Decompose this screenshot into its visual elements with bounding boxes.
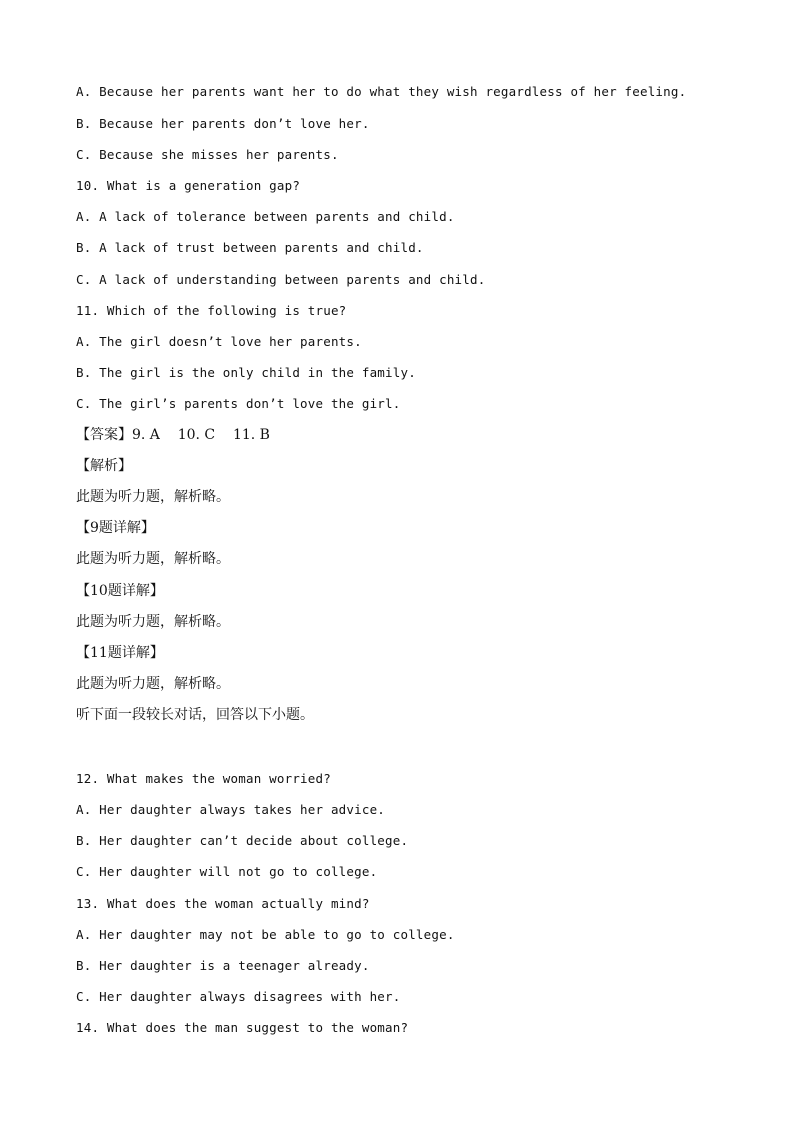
q12-question: 12. What makes the woman worried? [76, 771, 331, 786]
q9-option-b: B. Because her parents don’t love her. [76, 116, 370, 131]
listening-instruction: 听下面一段较长对话，回答以下小题。 [76, 707, 314, 723]
q14-question: 14. What does the man suggest to the woman? [76, 1020, 409, 1035]
q13-question: 13. What does the woman actually mind? [76, 896, 370, 911]
analysis-heading: 【解析】 [76, 458, 132, 474]
q9-detail-heading: 【9题详解】 [76, 520, 155, 536]
q10-question: 10. What is a generation gap? [76, 178, 301, 193]
q10-detail-text: 此题为听力题，解析略。 [76, 614, 230, 630]
q13-option-a: A. Her daughter may not be able to go to college. [76, 927, 455, 942]
q12-option-c: C. Her daughter will not go to college. [76, 864, 378, 879]
q13-option-b: B. Her daughter is a teenager already. [76, 958, 370, 973]
q10-detail-heading: 【10题详解】 [76, 583, 164, 599]
q11-option-b: B. The girl is the only child in the family. [76, 365, 416, 380]
q11-option-a: A. The girl doesn’t love her parents. [76, 334, 362, 349]
q11-question: 11. Which of the following is true? [76, 303, 347, 318]
q13-option-c: C. Her daughter always disagrees with her. [76, 989, 401, 1004]
q10-option-c: C. A lack of understanding between parents and child. [76, 272, 486, 287]
analysis-text: 此题为听力题，解析略。 [76, 489, 230, 505]
q12-option-b: B. Her daughter can’t decide about college. [76, 833, 409, 848]
q9-option-a: A. Because her parents want her to do what they wish regardless of her feeling. [76, 84, 687, 99]
q10-option-a: A. A lack of tolerance between parents and child. [76, 209, 455, 224]
q12-option-a: A. Her daughter always takes her advice. [76, 802, 386, 817]
q11-detail-text: 此题为听力题，解析略。 [76, 676, 230, 692]
q11-detail-heading: 【11题详解】 [76, 645, 164, 661]
q9-detail-text: 此题为听力题，解析略。 [76, 551, 230, 567]
answer-line: 【答案】9. A 10. C 11. B [76, 427, 270, 443]
q10-option-b: B. A lack of trust between parents and child. [76, 240, 424, 255]
q11-option-c: C. The girl’s parents don’t love the girl. [76, 396, 401, 411]
q9-option-c: C. Because she misses her parents. [76, 147, 339, 162]
